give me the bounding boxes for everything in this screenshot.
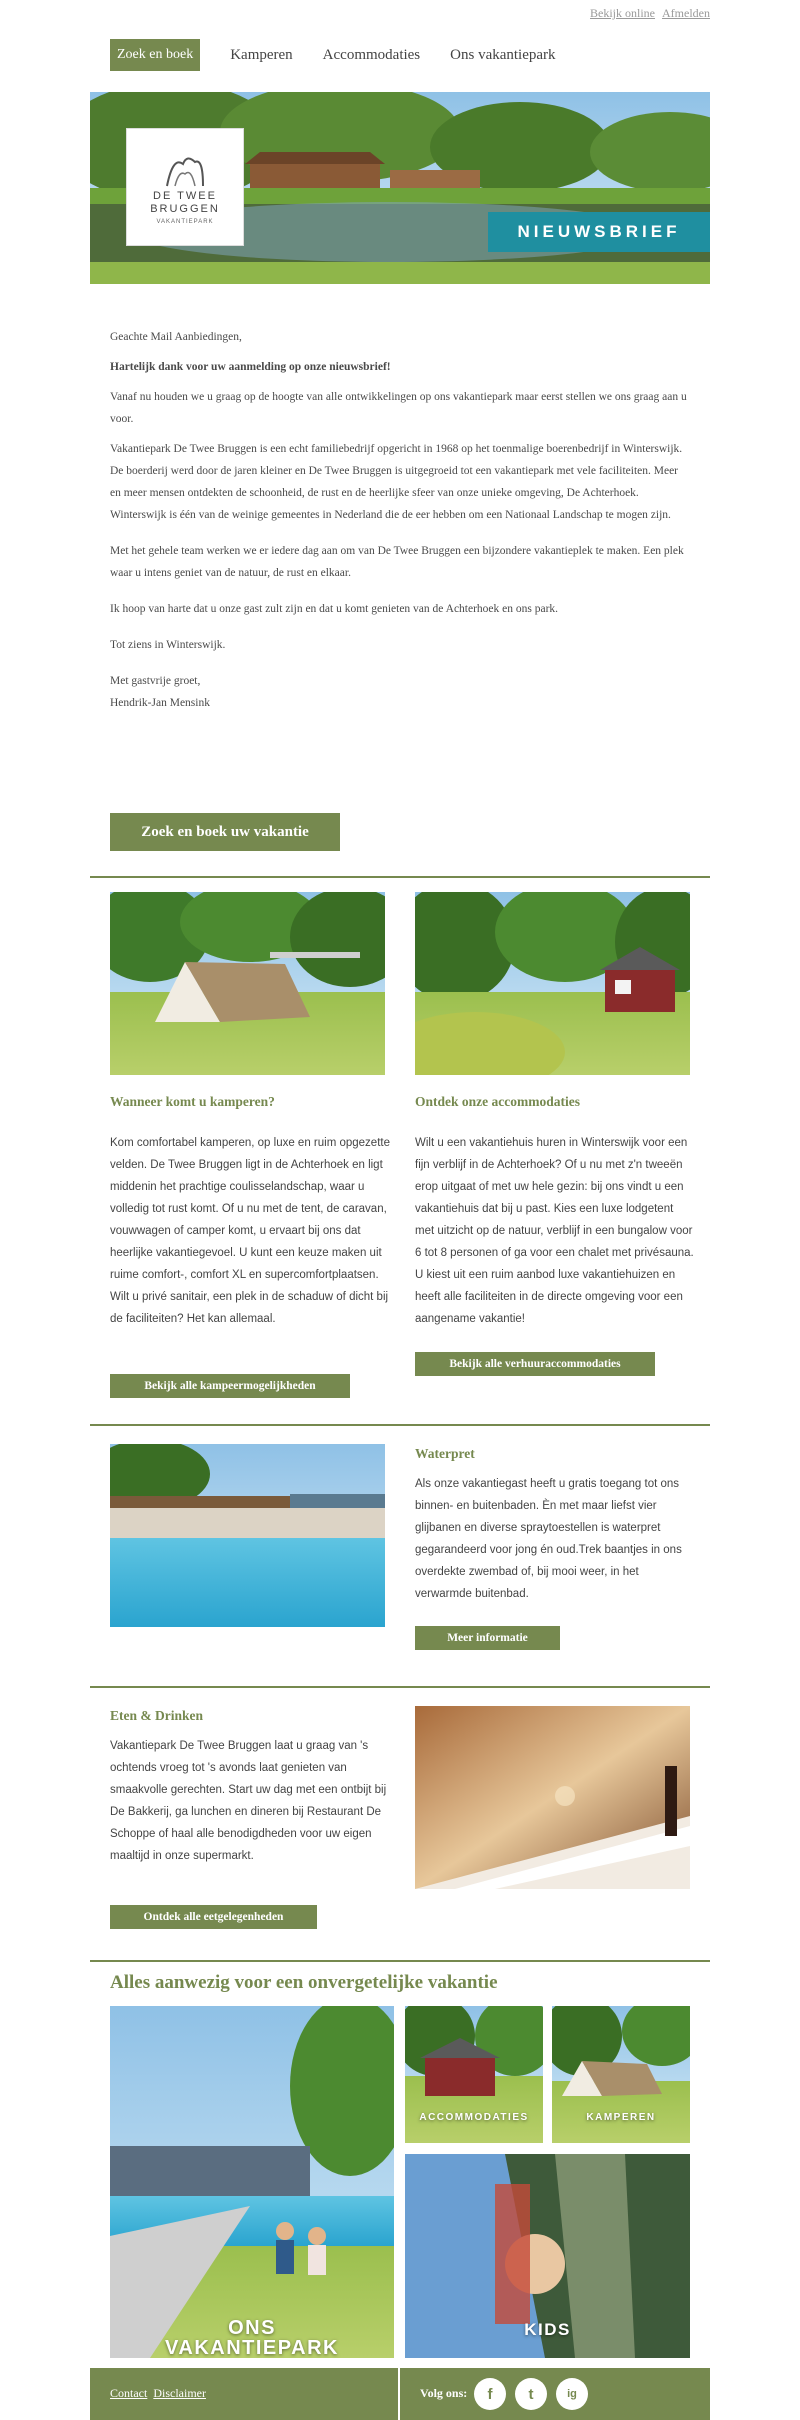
logo-line3: VAKANTIEPARK bbox=[156, 218, 214, 225]
instagram-icon[interactable]: ig bbox=[556, 2378, 588, 2410]
goodbye-line: Tot ziens in Winterswijk. bbox=[110, 639, 226, 651]
follow-label: Volg ons: bbox=[420, 2386, 468, 2400]
pool-photo bbox=[110, 1444, 385, 1627]
view-online-link[interactable]: Bekijk online bbox=[590, 6, 656, 20]
sign-name: Hendrik-Jan Mensink bbox=[110, 697, 210, 709]
camping-text: Kom comfortabel kamperen, op luxe en ruim opgezette velden. De Twee Bruggen ligt in de Achterhoek en ligt middenin het prachtige coulisselandschap, waar u volledig tot rust komt. Of u nu met de tent, de caravan, vouwwagen of camper komt, u ervaart bij ons dat heerlijke vakantiegevoel. U kunt een keuze maken uit ruime comfort-, comfort XL en supercomfortplaatsen. Wilt u privé sanitair, een plek in de schaduw of dicht bij de faciliteiten? Het kan allemaal. bbox=[110, 1137, 390, 1325]
contact-link[interactable]: Contact bbox=[110, 2386, 148, 2400]
nav-zoek-en-boek[interactable]: Zoek en boek bbox=[110, 39, 200, 71]
footer-links bbox=[110, 2386, 206, 2401]
logo-line1: DE TWEE bbox=[153, 189, 217, 202]
bridges-logo-icon bbox=[161, 150, 209, 190]
intro-paragraph: Vanaf nu houden we u graag op de hoogte van alle ontwikkelingen op ons vakantiepark maar eerst stellen we ons graag aan u voor. bbox=[110, 391, 687, 425]
divider bbox=[90, 1960, 710, 1962]
newsletter-banner: NIEUWSBRIEF bbox=[488, 212, 710, 252]
hope-paragraph: Ik hoop van harte dat u onze gast zult zijn en dat u komt genieten van de Achterhoek en ons park. bbox=[110, 603, 559, 615]
divider bbox=[90, 1686, 710, 1688]
divider bbox=[90, 1424, 710, 1426]
footer bbox=[90, 2368, 710, 2420]
search-book-cta-button[interactable]: Zoek en boek uw vakantie bbox=[110, 813, 340, 851]
food-title: Eten & Drinken bbox=[110, 1708, 204, 1723]
accommodations-title: Ontdek onze accommodaties bbox=[415, 1094, 580, 1109]
disclaimer-link[interactable]: Disclaimer bbox=[153, 2386, 206, 2400]
divider bbox=[90, 876, 710, 878]
nav-accommodaties[interactable]: Accommodaties bbox=[322, 46, 421, 63]
restaurant-photo bbox=[415, 1706, 690, 1889]
letter-body bbox=[110, 326, 690, 722]
accommodations-button[interactable]: Bekijk alle verhuuraccommodaties bbox=[415, 1352, 655, 1376]
footer-divider bbox=[398, 2368, 400, 2420]
tiles-heading: Alles aanwezig voor een onvergetelijke vakantie bbox=[110, 1972, 498, 1993]
camping-photo bbox=[110, 892, 385, 1075]
logo-line2: BRUGGEN bbox=[150, 202, 220, 215]
sign-greeting: Met gastvrije groet, bbox=[110, 675, 201, 687]
greeting: Geachte Mail Aanbiedingen, bbox=[110, 331, 242, 343]
water-button[interactable]: Meer informatie bbox=[415, 1626, 560, 1650]
water-title: Waterpret bbox=[415, 1446, 475, 1461]
tile-accommodaties-label: ACCOMMODATIES bbox=[419, 2112, 529, 2123]
twitter-icon[interactable]: t bbox=[515, 2378, 547, 2410]
food-button[interactable]: Ontdek alle eetgelegenheden bbox=[110, 1905, 317, 1929]
thanks-line: Hartelijk dank voor uw aanmelding op onze nieuwsbrief! bbox=[110, 361, 391, 373]
water-text: Als onze vakantiegast heeft u gratis toegang tot ons binnen- en buitenbaden. Èn met maar liefst vier glijbanen en diverse spraytoestellen is waterpret gegarandeerd voor jong én oud.Trek baantjes in ons overdekte zwembad of, bij mooi weer, in het verwarmde buitenbad. bbox=[415, 1478, 682, 1600]
history-paragraph: Vakantiepark De Twee Bruggen is een echt familiebedrijf opgericht in 1968 op het toenmalige boerenbedrijf in Winterswijk. De boerderij werd door de jaren kleiner en De Twee Bruggen is uitgegroeid tot een vakantiepark met vele faciliteiten. Meer en meer mensen ontdekten de schoonheid, de rust en de heerlijke sfeer van onze unieke omgeving, De Achterhoek. Winterswijk is één van de weinige gemeentes in Nederland die de eer hebben om een Nationaal Landschap te mogen zijn. bbox=[110, 443, 683, 521]
tile-vakantiepark[interactable] bbox=[110, 2006, 394, 2358]
main-nav bbox=[110, 38, 556, 72]
nav-vakantiepark[interactable]: Ons vakantiepark bbox=[450, 46, 556, 63]
camping-button[interactable]: Bekijk alle kampeermogelijkheden bbox=[110, 1374, 350, 1398]
unsubscribe-link[interactable]: Afmelden bbox=[662, 6, 710, 20]
camping-title: Wanneer komt u kamperen? bbox=[110, 1094, 275, 1109]
accommodation-photo bbox=[415, 892, 690, 1075]
nav-kamperen[interactable]: Kamperen bbox=[230, 46, 293, 63]
tile-vakantiepark-label: ONS VAKANTIEPARK bbox=[165, 2317, 339, 2359]
tile-kamperen-label: KAMPEREN bbox=[586, 2112, 656, 2123]
facebook-icon[interactable]: f bbox=[474, 2378, 506, 2410]
food-text: Vakantiepark De Twee Bruggen laat u graag van 's ochtends vroeg tot 's avonds laat genieten van smaakvolle gerechten. Start uw dag met een ontbijt bij De Bakkerij, ga lunchen en dineren bij Restaurant De Schoppe of haal alle benodigdheden voor uw eigen maaltijd in onze supermarkt. bbox=[110, 1740, 387, 1862]
top-links bbox=[586, 6, 710, 21]
tile-kids-label: KIDS bbox=[524, 2320, 571, 2339]
team-paragraph: Met het gehele team werken we er iedere dag aan om van De Twee Bruggen een bijzondere vakantieplek te maken. Een plek waar u intens geniet van de natuur, de rust en elkaar. bbox=[110, 545, 684, 579]
park-logo bbox=[126, 128, 244, 246]
accommodations-text: Wilt u een vakantiehuis huren in Winterswijk voor een fijn verblijf in de Achterhoek? Of u nu met z'n tweeën erop uitgaat of met uw hele gezin: bij ons vindt u een vakantiehuis dat bij u past. Kies een luxe lodgetent met uitzicht op de natuur, verblijf in een bungalow voor 6 tot 8 personen of ga voor een chalet met privésauna. U kiest uit een ruim aanbod luxe vakantiehuizen en heeft alle faciliteiten in de directe omgeving voor een aangename vakantie! bbox=[415, 1137, 694, 1325]
